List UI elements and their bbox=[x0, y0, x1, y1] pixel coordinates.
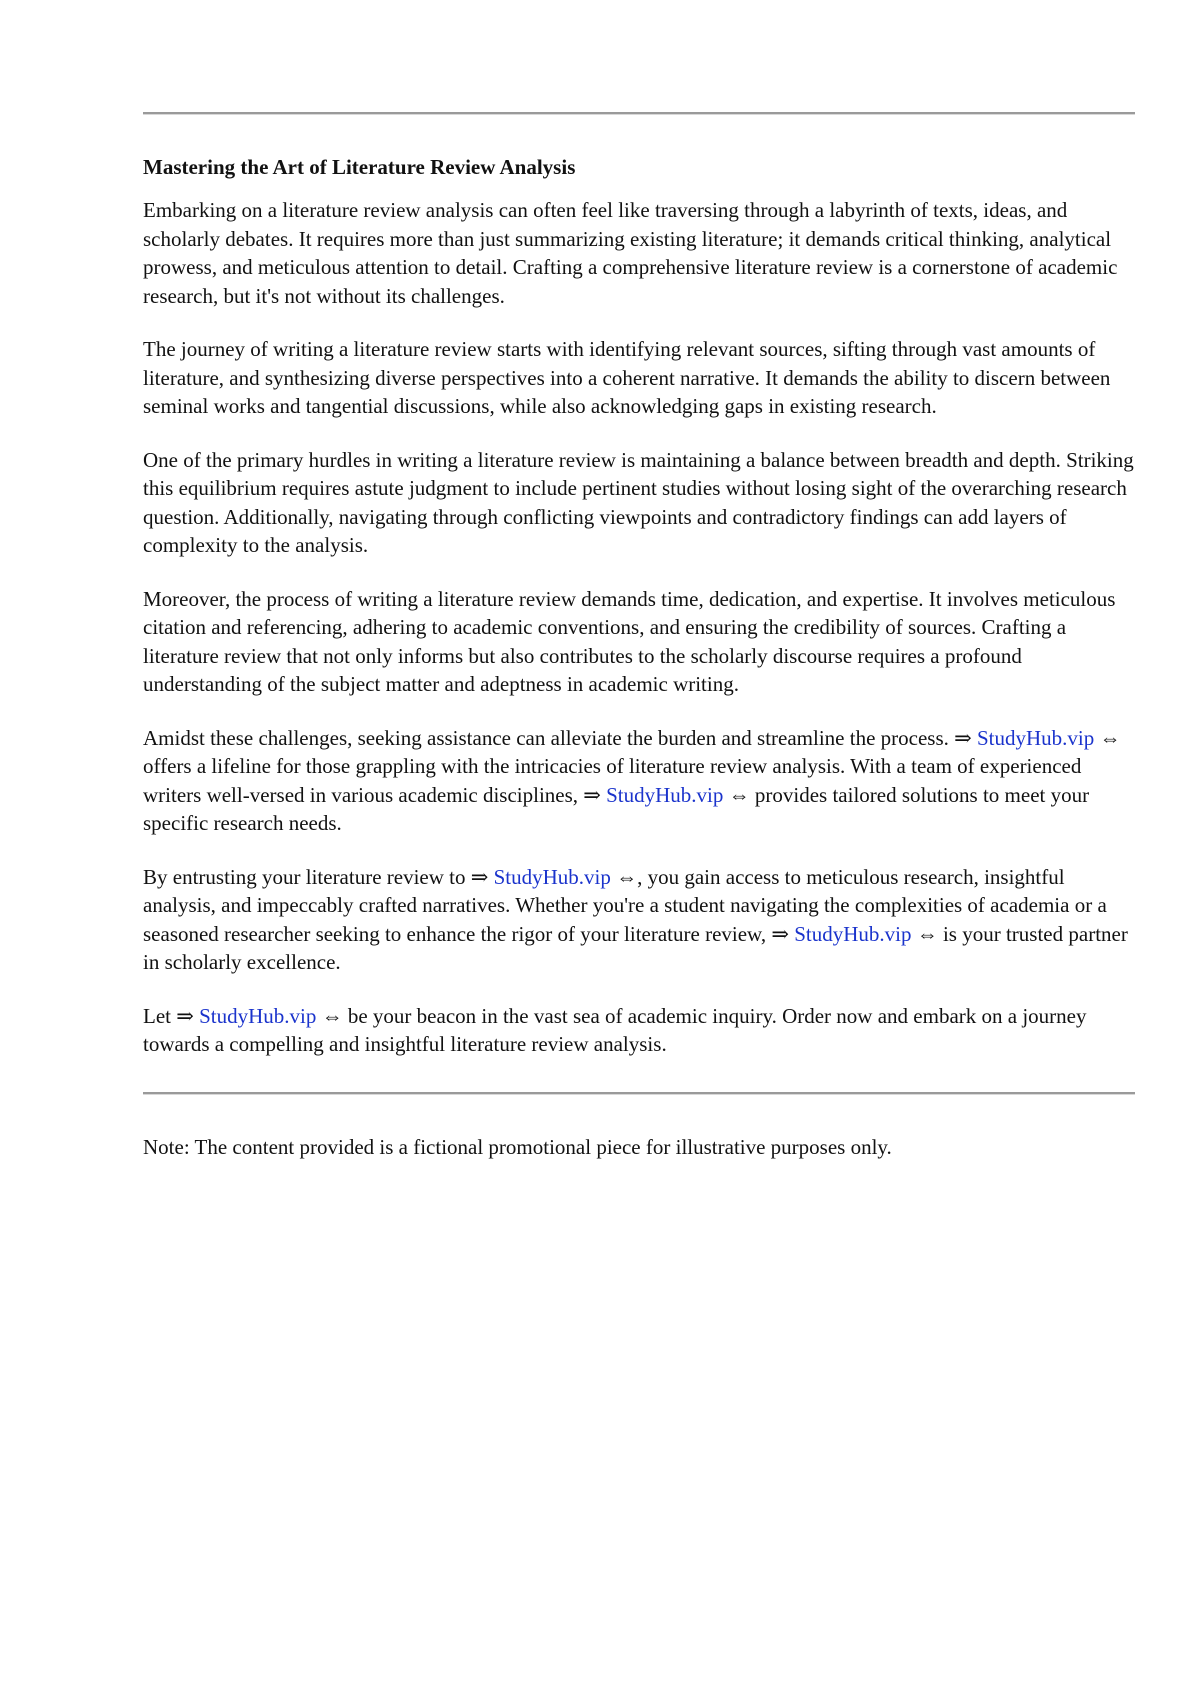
studyhub-link[interactable]: StudyHub.vip bbox=[794, 921, 912, 946]
paragraph-assistance bbox=[143, 724, 1135, 838]
top-divider bbox=[143, 112, 1135, 115]
studyhub-link[interactable]: StudyHub.vip bbox=[493, 864, 611, 889]
text-segment: Let ⇒ bbox=[143, 1003, 200, 1028]
text-segment: ⇔ provides tailored solutions to meet your specific research needs. bbox=[143, 782, 1090, 835]
text-segment: ⇔ offers a lifeline for those grappling with the intricacies of literature review analysis. With a team of experienced writers well-versed in various academic disciplines, ⇒ bbox=[143, 725, 1121, 807]
document-page bbox=[143, 112, 1135, 1186]
paragraph-call-to-action bbox=[143, 1002, 1135, 1059]
studyhub-link[interactable]: StudyHub.vip bbox=[606, 782, 724, 807]
text-segment: By entrusting your literature review to ⇒ bbox=[143, 864, 494, 889]
studyhub-link[interactable]: StudyHub.vip bbox=[199, 1003, 317, 1028]
paragraph-process: Moreover, the process of writing a literature review demands time, dedication, and expertise. It involves meticulous citation and referencing, adhering to academic conventions, and ensuring the credibility of sources. Crafting a literature review that not only informs but also contributes to the scholarly discourse requires a profound understanding of the subject matter and adeptness in academic writing. bbox=[143, 586, 1116, 696]
paragraph-journey: The journey of writing a literature review starts with identifying relevant sources, sifting through vast amounts of literature, and synthesizing diverse perspectives into a coherent narrative. It demands the ability to discern between seminal works and tangential discussions, while also acknowledging gaps in existing research. bbox=[143, 337, 1111, 418]
bottom-divider bbox=[143, 1092, 1135, 1095]
text-segment: ⇔, you gain access to meticulous research, insightful analysis, and impeccably crafted narratives. Whether you're a student navigating the complexities of academia or a seasoned researcher seeking to enhance the rigor of your literature review, ⇒ bbox=[143, 864, 1107, 946]
text-segment: ⇔ is your trusted partner in scholarly excellence. bbox=[143, 921, 1128, 974]
paragraph-hurdles: One of the primary hurdles in writing a literature review is maintaining a balance between breadth and depth. Striking this equilibrium requires astute judgment to include pertinent studies without losing sight of the overarching research question. Additionally, navigating through conflicting viewpoints and contradictory findings can add layers of complexity to the analysis. bbox=[143, 447, 1134, 557]
studyhub-link[interactable]: StudyHub.vip bbox=[976, 725, 1095, 750]
disclaimer-note: Note: The content provided is a fictional promotional piece for illustrative purposes only. bbox=[143, 1134, 892, 1159]
text-segment: Amidst these challenges, seeking assistance can alleviate the burden and streamline the process. ⇒ bbox=[143, 725, 977, 750]
page-title: Mastering the Art of Literature Review Analysis bbox=[143, 155, 576, 179]
paragraph-intro: Embarking on a literature review analysis can often feel like traversing through a labyrinth of texts, ideas, and scholarly debates. It requires more than just summarizing existing literature; it demands critical thinking, analytical prowess, and meticulous attention to detail. Crafting a comprehensive literature review is a cornerstone of academic research, but it's not without its challenges. bbox=[143, 198, 1118, 308]
paragraph-entrusting bbox=[143, 863, 1135, 977]
text-segment: ⇔ be your beacon in the vast sea of academic inquiry. Order now and embark on a journey towards a compelling and insightful literature review analysis. bbox=[143, 1003, 1087, 1056]
